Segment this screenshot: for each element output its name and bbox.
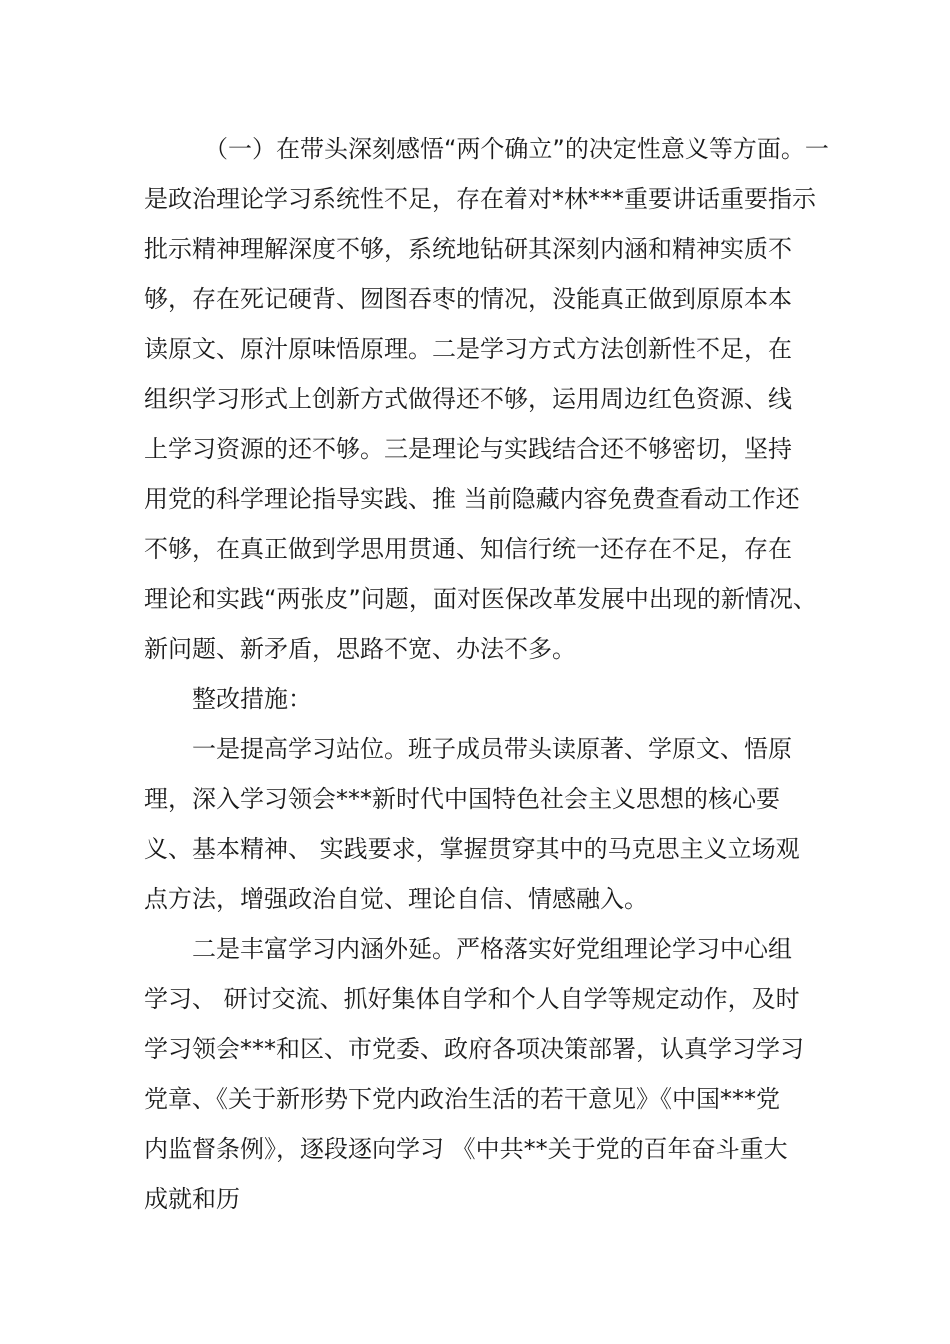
text-line: 内监督条例》，逐段逐向学习 《中共**关于党的百年奋斗重大 (144, 1135, 788, 1163)
text-line: 一是提高学习站位。班子成员带头读原著、学原文、悟原 (192, 735, 792, 763)
text-line: 不够，在真正做到学思用贯通、知信行统一还存在不足，存在 (144, 535, 792, 563)
measure-2-paragraph (144, 924, 824, 1224)
text-line: 学习领会***和区、市党委、政府各项决策部署，认真学习学习 (144, 1035, 804, 1063)
measure-1-paragraph (144, 724, 824, 924)
text-line: （一）在带头深刻感悟“两个确立”的决定性意义等方面。一 (204, 135, 829, 163)
text-line: 够，存在死记硬背、囫图吞枣的情况，没能真正做到原原本本 (144, 285, 792, 313)
text-line: 组织学习形式上创新方式做得还不够，运用周边红色资源、线 (144, 385, 792, 413)
text-line: 上学习资源的还不够。三是理论与实践结合还不够密切，坚持 (144, 435, 792, 463)
text-line: 是政治理论学习系统性不足，存在着对*林***重要讲话重要指示 (144, 185, 816, 213)
text-line: 点方法，增强政治自觉、理论自信、情感融入。 (144, 885, 648, 913)
text-line: 二是丰富学习内涵外延。严格落实好党组理论学习中心组 (192, 935, 792, 963)
text-line: 党章、《关于新形势下党内政治生活的若干意见》《中国***党 (144, 1085, 780, 1113)
measures-heading: 整改措施： (192, 685, 312, 713)
text-line: 义、基本精神、 实践要求，掌握贯穿其中的马克思主义立场观 (144, 835, 800, 863)
section-1-paragraph (144, 124, 829, 674)
text-line: 学习、 研讨交流、抓好集体自学和个人自学等规定动作，及时 (144, 985, 800, 1013)
text-line: 新问题、新矛盾，思路不宽、办法不多。 (144, 635, 576, 663)
text-line: 用党的科学理论指导实践、推 当前隐藏内容免费查看动工作还 (144, 485, 800, 513)
text-line: 批示精神理解深度不够，系统地钻研其深刻内涵和精神实质不 (144, 235, 792, 263)
document-body (144, 124, 829, 1224)
text-line: 理论和实践“两张皮”问题，面对医保改革发展中出现的新情况、 (144, 585, 817, 613)
text-line: 理，深入学习领会***新时代中国特色社会主义思想的核心要 (144, 785, 780, 813)
text-line: 读原文、原汁原味悟原理。二是学习方式方法创新性不足，在 (144, 335, 792, 363)
text-line: 成就和历 (144, 1185, 240, 1213)
